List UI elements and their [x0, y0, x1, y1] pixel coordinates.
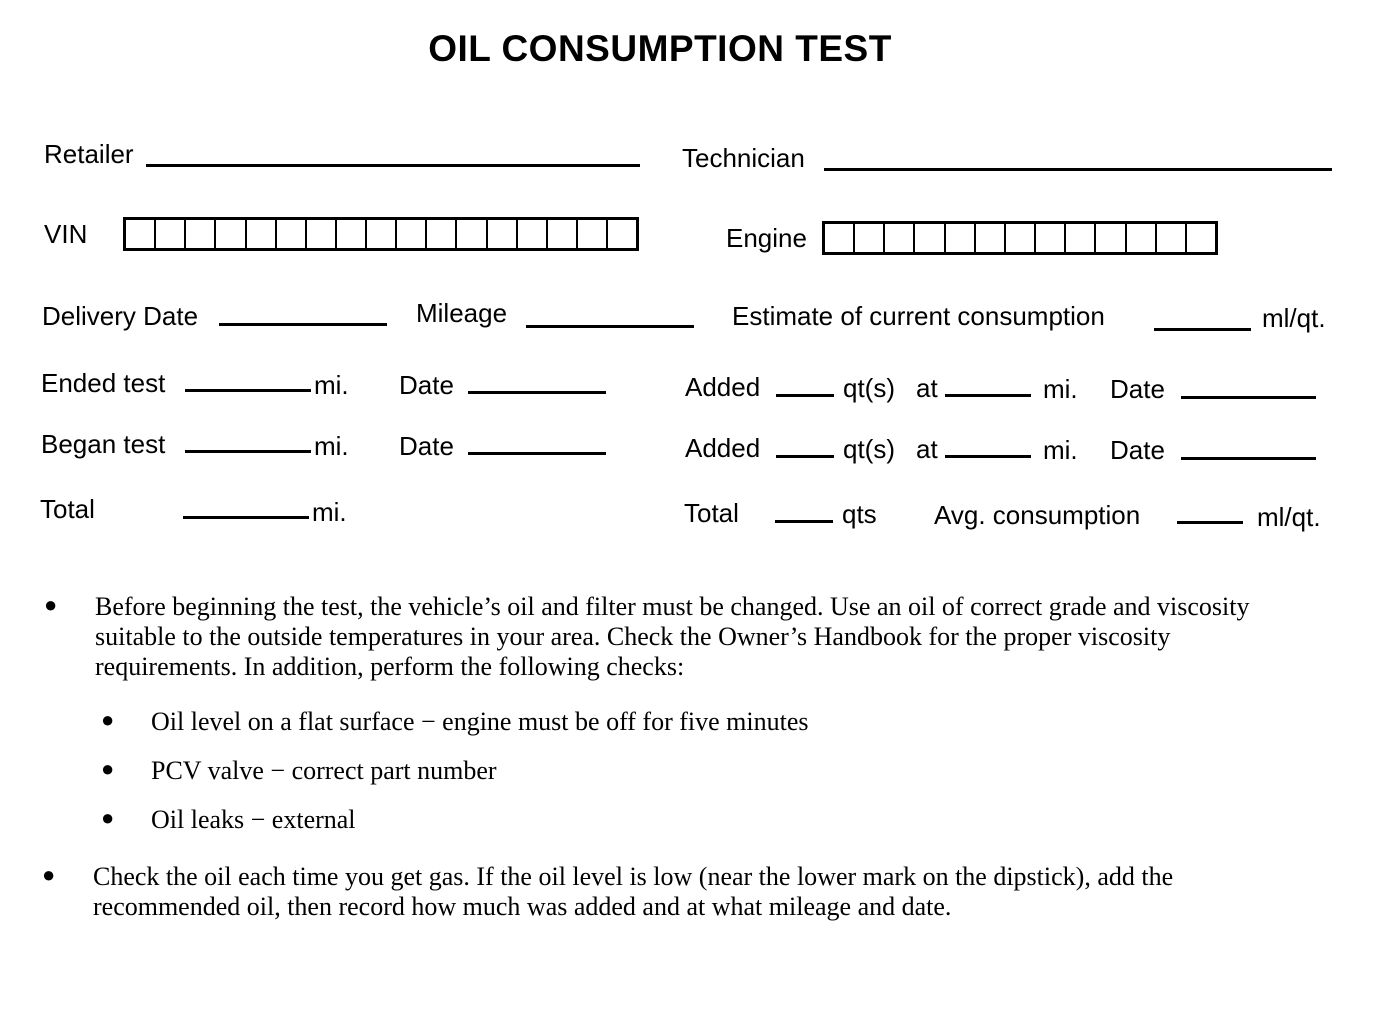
- delivery-date-line[interactable]: [219, 323, 387, 326]
- vin-box[interactable]: [307, 220, 337, 248]
- added1-qty-line[interactable]: [776, 394, 834, 397]
- check-item: PCV valve − correct part number: [151, 756, 497, 785]
- added2-date-label: Date: [1110, 435, 1165, 465]
- mileage-line[interactable]: [526, 325, 694, 328]
- vin-label: VIN: [44, 219, 88, 249]
- vin-boxes[interactable]: [123, 217, 639, 251]
- added2-mileage-line[interactable]: [945, 455, 1031, 458]
- engine-boxes[interactable]: [822, 221, 1218, 255]
- total-miles-line[interactable]: [183, 516, 309, 519]
- technician-line[interactable]: [824, 168, 1332, 171]
- engine-box[interactable]: [1006, 224, 1036, 252]
- vin-box[interactable]: [337, 220, 367, 248]
- engine-box[interactable]: [946, 224, 976, 252]
- added1-date-label: Date: [1110, 374, 1165, 404]
- delivery-date-label: Delivery Date: [42, 301, 199, 331]
- engine-label: Engine: [726, 223, 807, 253]
- retailer-line[interactable]: [146, 164, 640, 167]
- vin-box[interactable]: [457, 220, 487, 248]
- engine-box[interactable]: [915, 224, 945, 252]
- bullet-icon: ●: [42, 862, 56, 887]
- engine-box[interactable]: [1157, 224, 1187, 252]
- avg-consumption-line[interactable]: [1177, 521, 1243, 524]
- estimate-label: Estimate of current consumption: [732, 301, 1105, 331]
- engine-box[interactable]: [1127, 224, 1157, 252]
- engine-box[interactable]: [825, 224, 855, 252]
- added1-qts-unit: qt(s): [843, 373, 895, 403]
- added2-qts-unit: qt(s): [843, 434, 895, 464]
- added2-qty-line[interactable]: [776, 455, 834, 458]
- began-test-line[interactable]: [185, 450, 311, 453]
- added1-mileage-line[interactable]: [945, 394, 1031, 397]
- began-test-unit: mi.: [314, 431, 349, 461]
- bullet-icon: ●: [44, 592, 58, 617]
- ended-test-unit: mi.: [314, 370, 349, 400]
- bullet-icon: ●: [101, 805, 115, 830]
- total-miles-label: Total: [40, 494, 95, 524]
- estimate-line[interactable]: [1154, 328, 1251, 331]
- vin-box[interactable]: [216, 220, 246, 248]
- added1-date-line[interactable]: [1181, 396, 1316, 399]
- vin-box[interactable]: [397, 220, 427, 248]
- mileage-label: Mileage: [416, 298, 508, 328]
- began-date-label: Date: [399, 431, 454, 461]
- bullet-icon: ●: [101, 707, 115, 732]
- engine-box[interactable]: [1096, 224, 1126, 252]
- added2-at-label: at: [916, 434, 938, 464]
- ended-date-line[interactable]: [468, 391, 606, 394]
- ended-test-label: Ended test: [41, 368, 166, 398]
- added1-label: Added: [685, 372, 761, 402]
- instruction-paragraph: Check the oil each time you get gas. If the oil level is low (near the lower mark on the dipstick), add the recommended oil, then record how much was added and at what mileage and date.: [93, 862, 1174, 921]
- vin-box[interactable]: [277, 220, 307, 248]
- added1-at-label: at: [916, 373, 938, 403]
- estimate-unit: ml/qt.: [1262, 303, 1326, 333]
- engine-box[interactable]: [1066, 224, 1096, 252]
- vin-box[interactable]: [518, 220, 548, 248]
- vin-box[interactable]: [126, 220, 156, 248]
- added1-mi-unit: mi.: [1043, 374, 1078, 404]
- ended-date-label: Date: [399, 370, 454, 400]
- engine-box[interactable]: [855, 224, 885, 252]
- check-item: Oil level on a flat surface − engine must be off for five minutes: [151, 707, 809, 736]
- engine-box[interactable]: [1187, 224, 1215, 252]
- total-miles-unit: mi.: [312, 497, 347, 527]
- vin-box[interactable]: [367, 220, 397, 248]
- added2-label: Added: [685, 433, 761, 463]
- total-qts-line[interactable]: [775, 520, 833, 523]
- page-title: OIL CONSUMPTION TEST: [428, 28, 892, 69]
- avg-consumption-unit: ml/qt.: [1257, 502, 1321, 532]
- total-qts-label: Total: [684, 498, 739, 528]
- added2-date-line[interactable]: [1181, 457, 1316, 460]
- engine-box[interactable]: [885, 224, 915, 252]
- engine-box[interactable]: [1036, 224, 1066, 252]
- added2-mi-unit: mi.: [1043, 435, 1078, 465]
- engine-box[interactable]: [976, 224, 1006, 252]
- vin-box[interactable]: [156, 220, 186, 248]
- vin-box[interactable]: [247, 220, 277, 248]
- total-qts-unit: qts: [842, 499, 877, 529]
- began-date-line[interactable]: [468, 452, 606, 455]
- ended-test-line[interactable]: [185, 389, 311, 392]
- bullet-icon: ●: [101, 756, 115, 781]
- began-test-label: Began test: [41, 429, 166, 459]
- vin-box[interactable]: [427, 220, 457, 248]
- check-item: Oil leaks − external: [151, 805, 356, 834]
- instruction-paragraph: Before beginning the test, the vehicle’s oil and filter must be changed. Use an oil of correct grade and viscosity suitable to the outside temperatures in your area. Check the Owner’s Handbook for the proper viscosity requirements. In addition, perform the following checks:: [95, 592, 1250, 681]
- vin-box[interactable]: [578, 220, 608, 248]
- vin-box[interactable]: [608, 220, 636, 248]
- vin-box[interactable]: [186, 220, 216, 248]
- technician-label: Technician: [682, 143, 805, 173]
- retailer-label: Retailer: [44, 139, 134, 169]
- avg-consumption-label: Avg. consumption: [934, 500, 1141, 530]
- vin-box[interactable]: [488, 220, 518, 248]
- vin-box[interactable]: [548, 220, 578, 248]
